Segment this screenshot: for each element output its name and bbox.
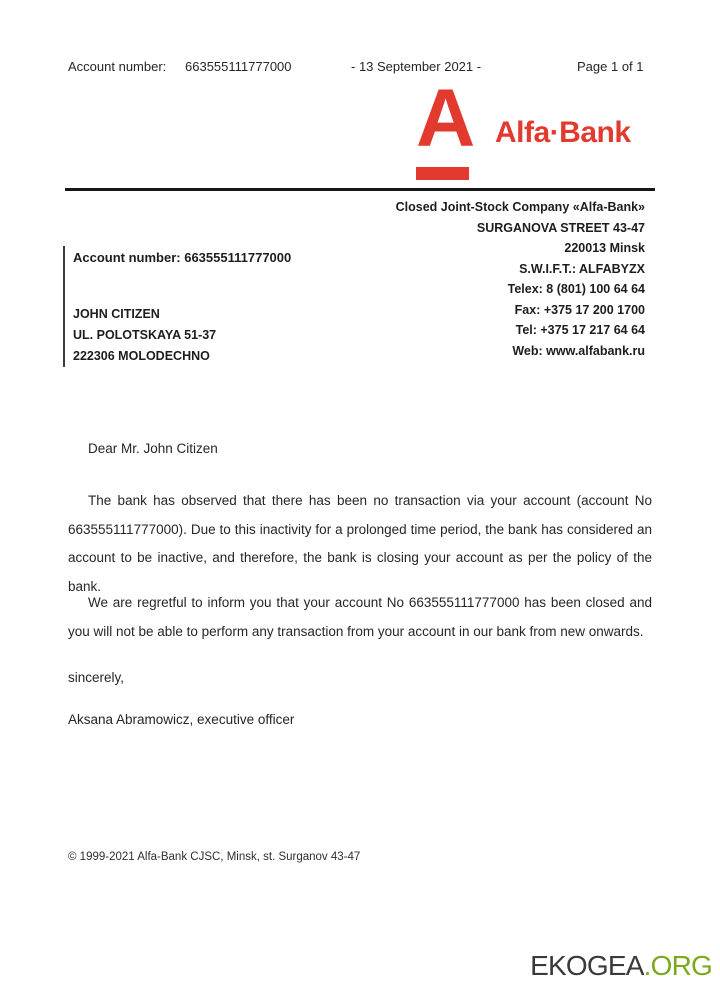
bank-info-tel: Tel: +375 17 217 64 64 (515, 323, 645, 337)
recipient-city: 222306 MOLODECHNO (73, 349, 210, 363)
alfa-logo-underline (416, 167, 469, 180)
recipient-street: UL. POLOTSKAYA 51-37 (73, 328, 217, 342)
bank-info-block (396, 197, 645, 361)
recipient-account-line: Account number: 663555111777000 (73, 250, 292, 265)
header-date: - 13 September 2021 - (351, 59, 482, 74)
footer-copyright: © 1999-2021 Alfa-Bank CJSC, Minsk, st. Surganov 43-47 (68, 851, 361, 863)
ekogea-watermark (530, 950, 712, 982)
page-header (0, 59, 720, 77)
watermark-name: EKOGEA (530, 950, 644, 981)
watermark-tld: .ORG (643, 950, 712, 981)
bank-info-web: Web: www.alfabank.ru (512, 343, 645, 358)
letter-paragraph-1: The bank has observed that there has been no transaction via your account (account No 663555111777000). Due to this inactivity for a prolonged time period, the bank has considered an account to be inactive, and therefore, the bank is closing your account as per the policy of the bank. (68, 493, 652, 594)
letter-paragraph-2: We are regretful to inform you that your account No 663555111777000 has been closed and you will not be able to perform any transaction from your account in our bank from new onwards. (68, 595, 652, 639)
header-account-label: Account number: (68, 59, 167, 74)
alfa-bank-wordmark: Alfa·Bank (495, 116, 631, 149)
salutation: Dear Mr. John Citizen (88, 441, 218, 456)
letter-signature: Aksana Abramowicz, executive officer (68, 712, 295, 727)
bank-info-company: Closed Joint-Stock Company «Alfa-Bank» (395, 200, 645, 214)
bank-info-swift: S.W.I.F.T.: ALFABYZX (519, 261, 645, 276)
bank-info-street: SURGANOVA STREET 43-47 (476, 220, 645, 235)
bank-info-telex: Telex: 8 (801) 100 64 64 (507, 282, 645, 296)
bank-info-city: 220013 Minsk (564, 241, 645, 255)
header-account-value: 663555111777000 (185, 59, 292, 74)
alfa-logo-a-icon: A (416, 73, 474, 164)
recipient-block (63, 246, 291, 367)
header-divider (65, 188, 655, 191)
header-page-info: Page 1 of 1 (577, 59, 644, 74)
bank-info-fax: Fax: +375 17 200 1700 (514, 302, 645, 317)
alfa-bank-logo (410, 73, 655, 185)
letter-closing: sincerely, (68, 670, 125, 685)
recipient-address (73, 304, 291, 367)
recipient-name: JOHN CITIZEN (73, 307, 160, 321)
